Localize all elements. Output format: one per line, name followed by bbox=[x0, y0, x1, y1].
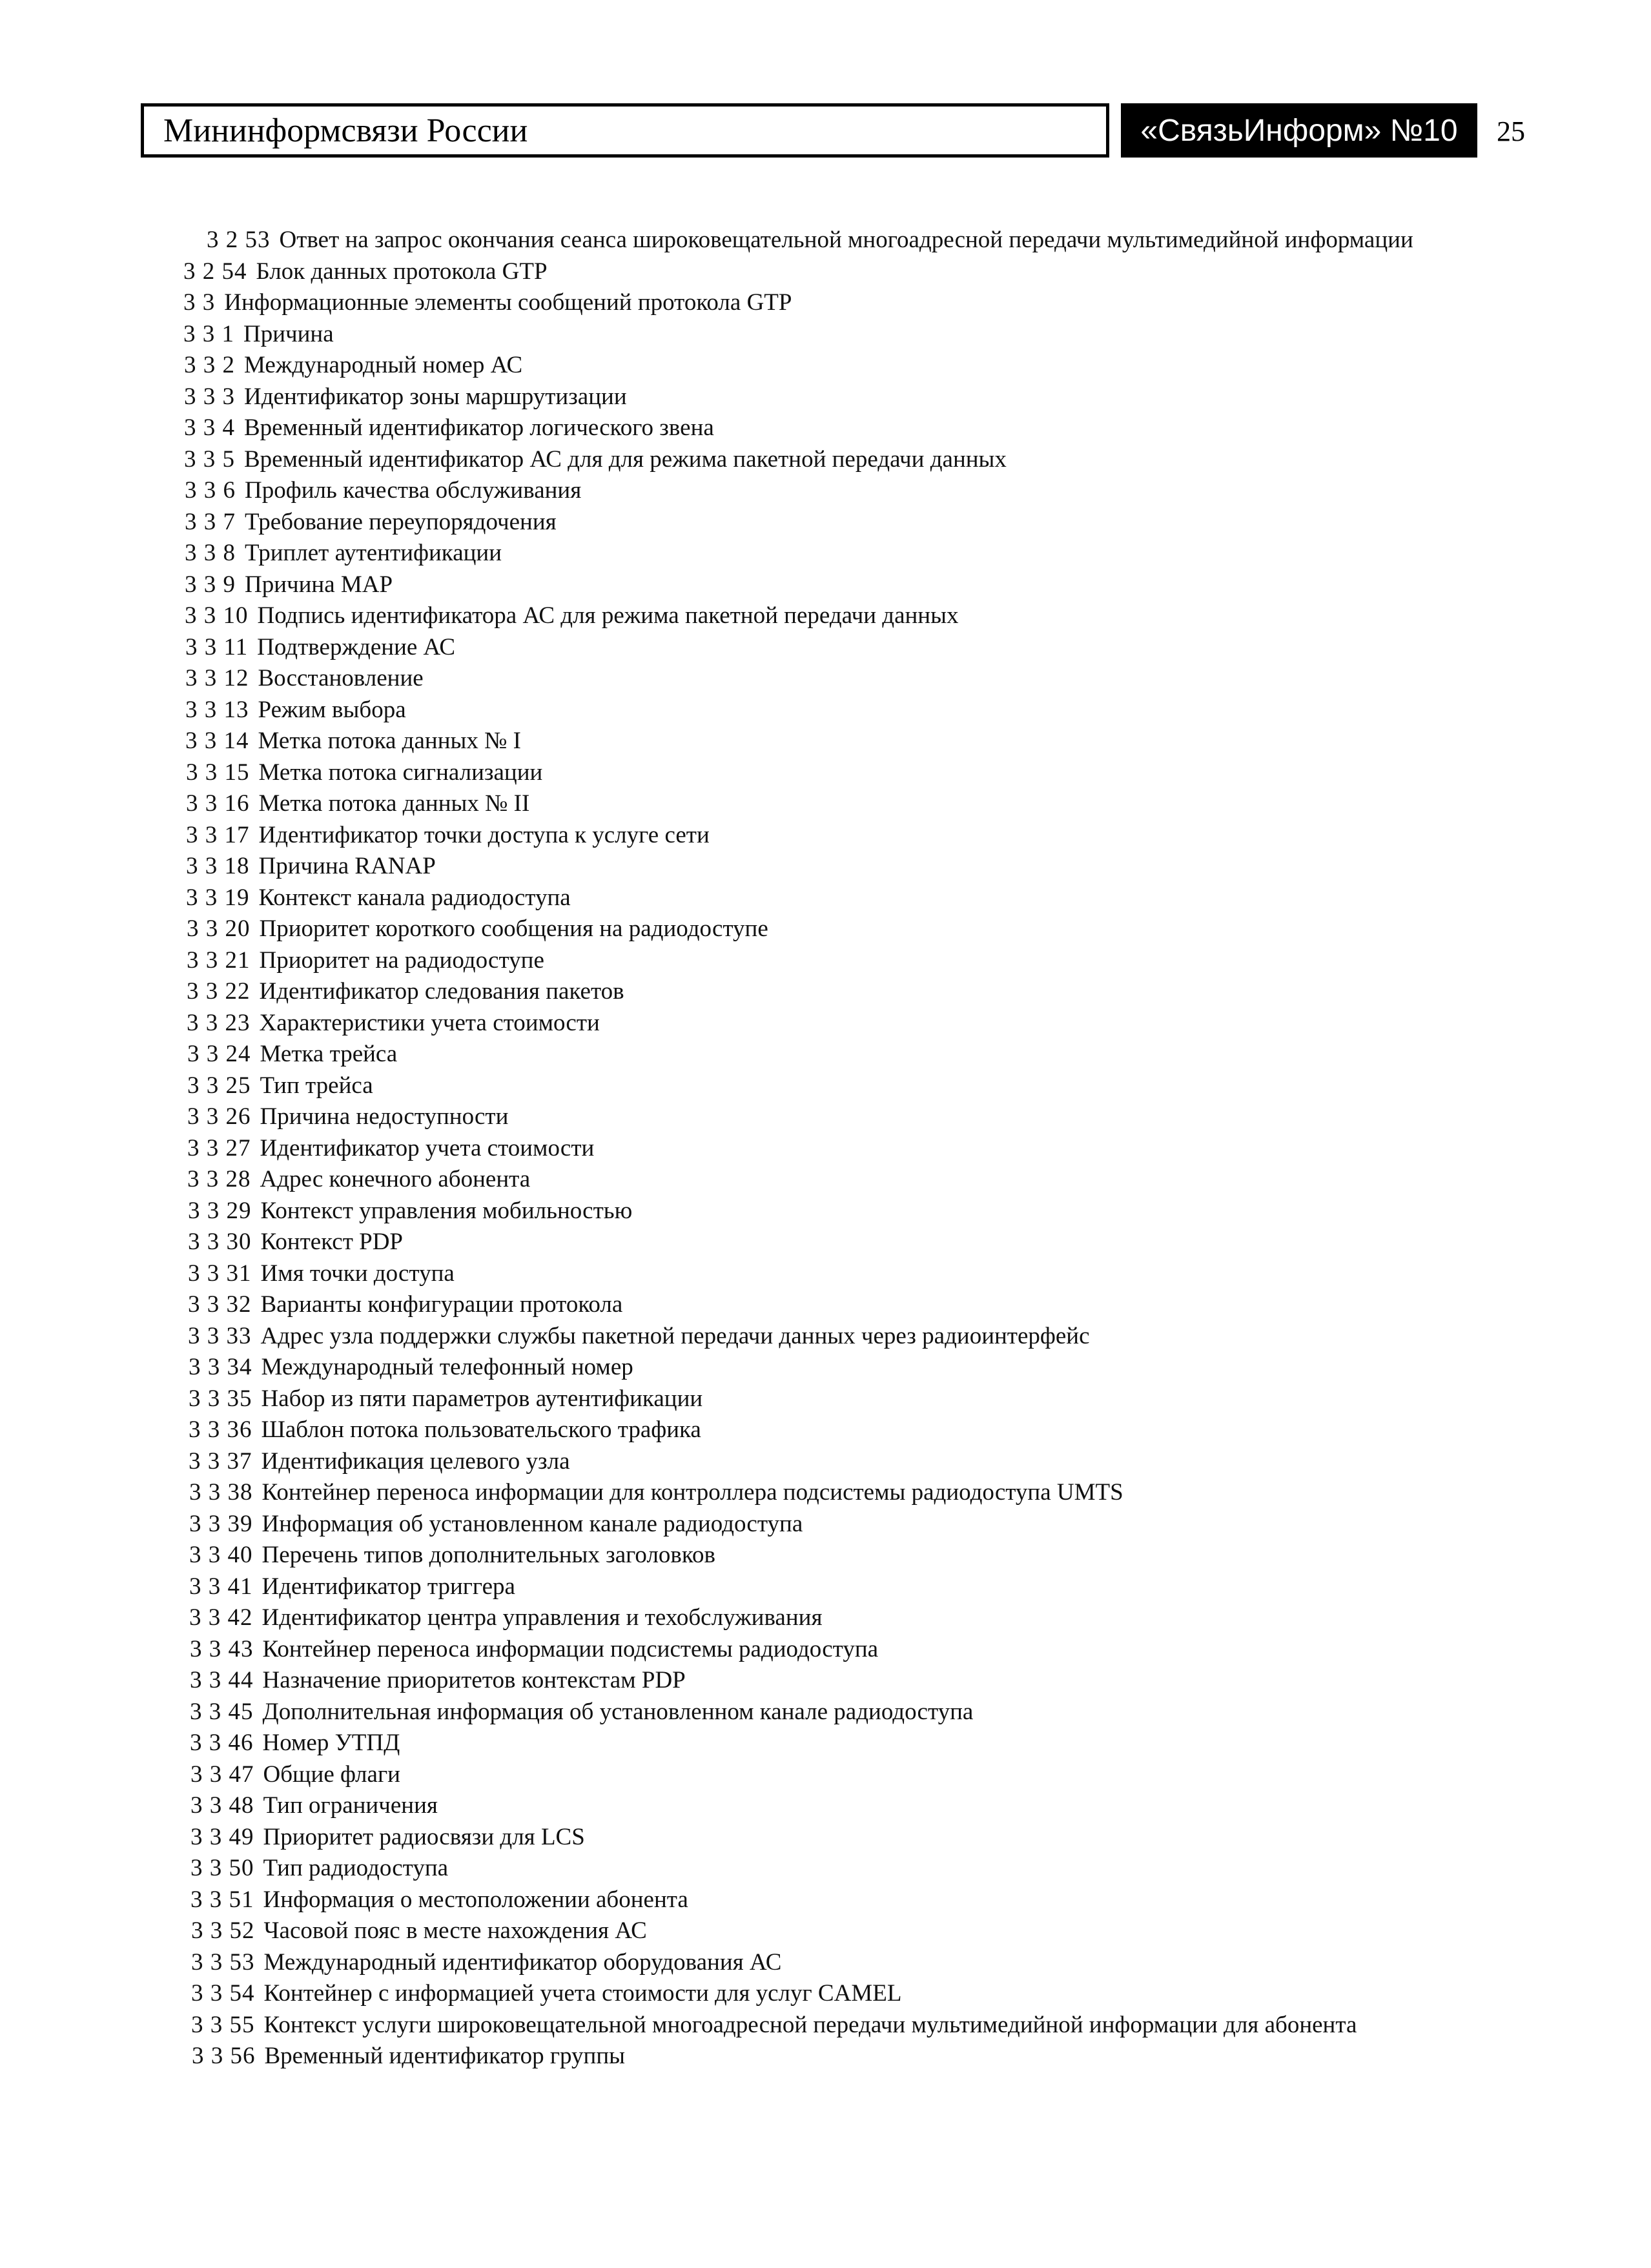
toc-item bbox=[147, 914, 1477, 945]
toc-item-number: 3 3 36 bbox=[189, 1416, 252, 1443]
toc-item-number: 3 3 44 bbox=[190, 1667, 254, 1693]
toc-item-text: Требование переупорядочения bbox=[245, 508, 557, 535]
toc-item-text: Контейнер с информацией учета стоимости для услуг CAMEL bbox=[263, 1980, 902, 2007]
toc-item bbox=[147, 1665, 1477, 1697]
toc-item bbox=[147, 820, 1477, 852]
toc-item-number: 3 3 15 bbox=[186, 759, 250, 786]
toc-item-text: Метка потока данных № I bbox=[258, 728, 522, 754]
toc-item-text: Контекст PDP bbox=[260, 1229, 404, 1255]
toc-item-text: Идентификатор зоны маршрутизации bbox=[244, 383, 627, 410]
page-number: 25 bbox=[1497, 116, 1525, 147]
toc-item bbox=[147, 1415, 1477, 1446]
toc-item bbox=[147, 2041, 1477, 2072]
toc-item-number: 3 3 21 bbox=[187, 946, 251, 974]
toc-item bbox=[147, 945, 1477, 977]
toc-item-text: Блок данных протокола GTP bbox=[256, 258, 548, 285]
toc-item-text: Идентификатор центра управления и техобслуживания bbox=[261, 1604, 823, 1631]
toc-list bbox=[147, 225, 1477, 2072]
toc-item bbox=[147, 976, 1477, 1008]
toc-item bbox=[147, 1728, 1477, 1759]
toc-item-number: 3 3 39 bbox=[189, 1510, 253, 1537]
toc-item-number: 3 3 12 bbox=[185, 665, 249, 691]
toc-item-number: 3 3 51 bbox=[190, 1886, 254, 1913]
toc-item-text: Номер УТПД bbox=[262, 1730, 400, 1756]
toc-item bbox=[147, 1885, 1477, 1916]
toc-item-number: 3 3 24 bbox=[187, 1041, 251, 1067]
toc-item bbox=[147, 851, 1477, 883]
toc-item bbox=[147, 1384, 1477, 1415]
toc-item-number: 3 3 49 bbox=[190, 1823, 254, 1850]
toc-item bbox=[147, 663, 1477, 695]
toc-item-number: 3 3 11 bbox=[185, 633, 249, 660]
toc-item-text: Тип ограничения bbox=[263, 1792, 438, 1819]
toc-item-number: 3 3 41 bbox=[189, 1573, 253, 1600]
toc-item bbox=[147, 757, 1477, 789]
toc-item bbox=[147, 1039, 1477, 1070]
toc-item-text: Метка потока сигнализации bbox=[258, 759, 543, 786]
toc-item-text: Идентификатор учета стоимости bbox=[260, 1134, 595, 1161]
toc-item-number: 3 3 34 bbox=[189, 1354, 252, 1380]
toc-item-text: Идентификатор следования пакетов bbox=[259, 978, 624, 1005]
toc-item-number: 3 3 29 bbox=[188, 1197, 252, 1224]
toc-item-text: Идентификация целевого узла bbox=[261, 1447, 570, 1475]
toc-item-text: Перечень типов дополнительных заголовков bbox=[261, 1542, 715, 1568]
page-header bbox=[141, 103, 1477, 161]
toc-item-text: Международный идентификатор оборудования АС bbox=[263, 1948, 782, 1976]
toc-item-text: Общие флаги bbox=[263, 1761, 400, 1788]
toc-item-number: 3 3 43 bbox=[190, 1635, 254, 1662]
toc-item-number: 3 3 53 bbox=[191, 1948, 255, 1976]
toc-item-number: 3 3 8 bbox=[185, 540, 236, 566]
toc-item bbox=[147, 1289, 1477, 1321]
toc-item-number: 3 3 1 bbox=[183, 320, 234, 347]
toc-item bbox=[147, 1258, 1477, 1290]
toc-item bbox=[147, 1196, 1477, 1227]
toc-item bbox=[147, 382, 1477, 413]
toc-item-text: Временный идентификатор группы bbox=[264, 2043, 626, 2069]
toc-item-number: 3 3 13 bbox=[185, 696, 249, 723]
toc-item-number: 3 3 40 bbox=[189, 1542, 253, 1568]
toc-item bbox=[147, 1697, 1477, 1728]
toc-item bbox=[147, 1571, 1477, 1603]
toc-item-text: Приоритет на радиодоступе bbox=[259, 946, 544, 974]
toc-item-text: Идентификатор точки доступа к услуге сети bbox=[258, 821, 710, 848]
toc-item bbox=[147, 444, 1477, 476]
toc-item-number: 3 3 55 bbox=[191, 2011, 255, 2038]
toc-item-number: 3 3 33 bbox=[188, 1322, 252, 1349]
toc-item-text: Часовой пояс в месте нахождения АС bbox=[263, 1917, 647, 1944]
toc-item bbox=[147, 1540, 1477, 1571]
toc-item bbox=[147, 788, 1477, 820]
toc-item-number: 3 2 54 bbox=[183, 258, 247, 285]
toc-item-number: 3 3 9 bbox=[185, 571, 236, 598]
toc-item bbox=[147, 1509, 1477, 1540]
toc-item-number: 3 3 28 bbox=[187, 1166, 251, 1192]
toc-item-text: Международный телефонный номер bbox=[261, 1354, 633, 1380]
toc-item-number: 3 3 26 bbox=[187, 1103, 251, 1130]
toc-item-text: Контейнер переноса информации для контроллера подсистемы радиодоступа UMTS bbox=[261, 1479, 1123, 1506]
toc-item bbox=[147, 1978, 1477, 2010]
header-ministry-title: Мининформсвязи России bbox=[141, 103, 1109, 158]
toc-item bbox=[147, 569, 1477, 601]
toc-item-text: Информационные элементы сообщений протокола GTP bbox=[224, 289, 792, 316]
toc-item bbox=[147, 1164, 1477, 1196]
toc-item-number: 3 3 30 bbox=[188, 1229, 252, 1255]
toc-item-number: 3 3 5 bbox=[184, 445, 235, 473]
toc-item-text: Информация об установленном канале радиодоступа bbox=[261, 1510, 803, 1537]
toc-item bbox=[147, 1947, 1477, 1979]
toc-item-text: Приоритет радиосвязи для LCS bbox=[263, 1823, 585, 1850]
toc-item bbox=[147, 1916, 1477, 1947]
toc-item-text: Восстановление bbox=[258, 665, 424, 691]
toc-item-number: 3 3 18 bbox=[186, 853, 250, 879]
toc-item bbox=[147, 600, 1477, 632]
toc-item-number: 3 3 35 bbox=[189, 1385, 252, 1412]
toc-item bbox=[147, 1352, 1477, 1384]
toc-items bbox=[147, 256, 1477, 2072]
toc-item-number: 3 3 6 bbox=[185, 477, 236, 504]
toc-item-number: 3 3 25 bbox=[187, 1072, 251, 1099]
toc-item-text: Контейнер переноса информации подсистемы радиодоступа bbox=[262, 1635, 879, 1662]
toc-item-number: 3 3 47 bbox=[190, 1761, 254, 1788]
toc-item bbox=[147, 726, 1477, 757]
toc-item-text: Причина RANAP bbox=[258, 853, 436, 879]
toc-item-text: Идентификатор триггера bbox=[261, 1573, 515, 1600]
toc-item-text: Контекст услуги широковещательной многоадресной передачи мультимедийной информации для абонента bbox=[263, 2011, 1357, 2038]
toc-item-text: Шаблон потока пользовательского трафика bbox=[261, 1416, 701, 1443]
toc-item bbox=[147, 287, 1477, 319]
toc-item bbox=[147, 1227, 1477, 1258]
toc-item bbox=[147, 883, 1477, 914]
toc-item-text: Варианты конфигурации протокола bbox=[260, 1291, 623, 1318]
toc-item bbox=[147, 507, 1477, 538]
toc-item-number: 3 3 17 bbox=[186, 821, 250, 848]
toc-item bbox=[147, 256, 1477, 288]
toc-item-number: 3 3 2 bbox=[184, 352, 235, 378]
toc-item-text: Контекст канала радиодоступа bbox=[258, 884, 571, 911]
toc-item-number: 3 3 38 bbox=[189, 1479, 253, 1506]
toc-item bbox=[147, 538, 1477, 569]
toc-item-number: 3 3 10 bbox=[185, 602, 249, 629]
toc-item bbox=[147, 413, 1477, 444]
toc-item-number: 3 3 27 bbox=[187, 1134, 251, 1161]
toc-item-text: Временный идентификатор АС для для режима пакетной передачи данных bbox=[244, 445, 1007, 473]
toc-item-number: 3 2 53 bbox=[207, 227, 271, 253]
toc-item bbox=[147, 1101, 1477, 1133]
toc-item bbox=[147, 1759, 1477, 1791]
toc-item-text: Назначение приоритетов контекстам PDP bbox=[262, 1667, 686, 1693]
toc-item bbox=[147, 319, 1477, 351]
toc-item-text: Адрес узла поддержки службы пакетной передачи данных через радиоинтерфейс bbox=[260, 1322, 1090, 1349]
toc-item bbox=[147, 1822, 1477, 1854]
toc-item bbox=[147, 1133, 1477, 1165]
toc-item-text: Контекст управления мобильностью bbox=[260, 1197, 633, 1224]
toc-item-text: Причина MAP bbox=[245, 571, 393, 598]
toc-item-number: 3 3 4 bbox=[184, 414, 235, 441]
toc-item bbox=[147, 1853, 1477, 1885]
toc-item-number: 3 3 22 bbox=[187, 978, 251, 1005]
toc-item-text: Набор из пяти параметров аутентификации bbox=[261, 1385, 703, 1412]
toc-item-text: Дополнительная информация об установленном канале радиодоступа bbox=[262, 1698, 974, 1725]
toc-item-number: 3 3 23 bbox=[187, 1009, 251, 1036]
toc-item-text: Тип трейса bbox=[260, 1072, 373, 1099]
toc-item-text: Ответ на запрос окончания сеанса широковещательной многоадресной передачи мультимедийной информации bbox=[279, 227, 1413, 253]
toc-item-number: 3 3 45 bbox=[190, 1698, 254, 1725]
toc-item bbox=[147, 1634, 1477, 1666]
toc-item-text: Режим выбора bbox=[258, 696, 406, 723]
toc-item-number: 3 3 54 bbox=[191, 1980, 255, 2007]
toc-item-text: Подпись идентификатора АС для режима пакетной передачи данных bbox=[257, 602, 959, 629]
toc-item-text: Международный номер АС bbox=[244, 352, 523, 378]
toc-item bbox=[147, 1446, 1477, 1478]
toc-item-text: Подтверждение АС bbox=[257, 633, 456, 660]
toc-item-number: 3 3 20 bbox=[187, 915, 251, 942]
toc-item-number: 3 3 52 bbox=[191, 1917, 255, 1944]
toc-item-text: Метка потока данных № II bbox=[258, 790, 530, 817]
toc-item-text: Причина bbox=[243, 320, 334, 347]
toc-item bbox=[147, 1070, 1477, 1102]
toc-item-text: Временный идентификатор логического звена bbox=[244, 414, 714, 441]
toc-item-text: Триплет аутентификации bbox=[245, 540, 502, 566]
toc-item-text: Тип радиодоступа bbox=[263, 1855, 449, 1881]
toc-item-number: 3 3 46 bbox=[190, 1730, 254, 1756]
toc-item-number: 3 3 50 bbox=[190, 1855, 254, 1881]
toc-item-number: 3 3 32 bbox=[188, 1291, 252, 1318]
toc-item bbox=[147, 1790, 1477, 1822]
toc-item bbox=[147, 632, 1477, 664]
toc-item-text: Причина недоступности bbox=[260, 1103, 509, 1130]
toc-item-number: 3 3 bbox=[183, 289, 216, 316]
toc-item-number: 3 3 3 bbox=[184, 383, 235, 410]
header-journal-title: «СвязьИнформ» №10 bbox=[1121, 103, 1477, 158]
toc-item-number: 3 3 19 bbox=[186, 884, 250, 911]
toc-item bbox=[147, 1321, 1477, 1353]
toc-intro-item bbox=[147, 225, 1477, 256]
toc-item-number: 3 3 14 bbox=[185, 728, 249, 754]
toc-item-text: Приоритет короткого сообщения на радиодоступе bbox=[259, 915, 768, 942]
toc-item-text: Метка трейса bbox=[260, 1041, 398, 1067]
toc-item-number: 3 3 16 bbox=[186, 790, 250, 817]
toc-item bbox=[147, 475, 1477, 507]
toc-item bbox=[147, 1008, 1477, 1039]
toc-item-text: Информация о местоположении абонента bbox=[263, 1886, 688, 1913]
toc-item-number: 3 3 56 bbox=[192, 2043, 256, 2069]
toc-item-number: 3 3 37 bbox=[189, 1447, 252, 1475]
toc-item-text: Адрес конечного абонента bbox=[260, 1166, 531, 1192]
toc-item-text: Имя точки доступа bbox=[260, 1260, 455, 1287]
toc-item bbox=[147, 350, 1477, 382]
toc-item-number: 3 3 31 bbox=[188, 1260, 252, 1287]
toc-item bbox=[147, 695, 1477, 726]
toc-item bbox=[147, 2010, 1477, 2041]
toc-item-number: 3 3 42 bbox=[189, 1604, 253, 1631]
toc-item-number: 3 3 48 bbox=[190, 1792, 254, 1819]
toc-item bbox=[147, 1477, 1477, 1509]
toc-item-text: Характеристики учета стоимости bbox=[259, 1009, 600, 1036]
toc-item-text: Профиль качества обслуживания bbox=[245, 477, 582, 504]
toc-item bbox=[147, 1602, 1477, 1634]
toc-item-number: 3 3 7 bbox=[185, 508, 236, 535]
